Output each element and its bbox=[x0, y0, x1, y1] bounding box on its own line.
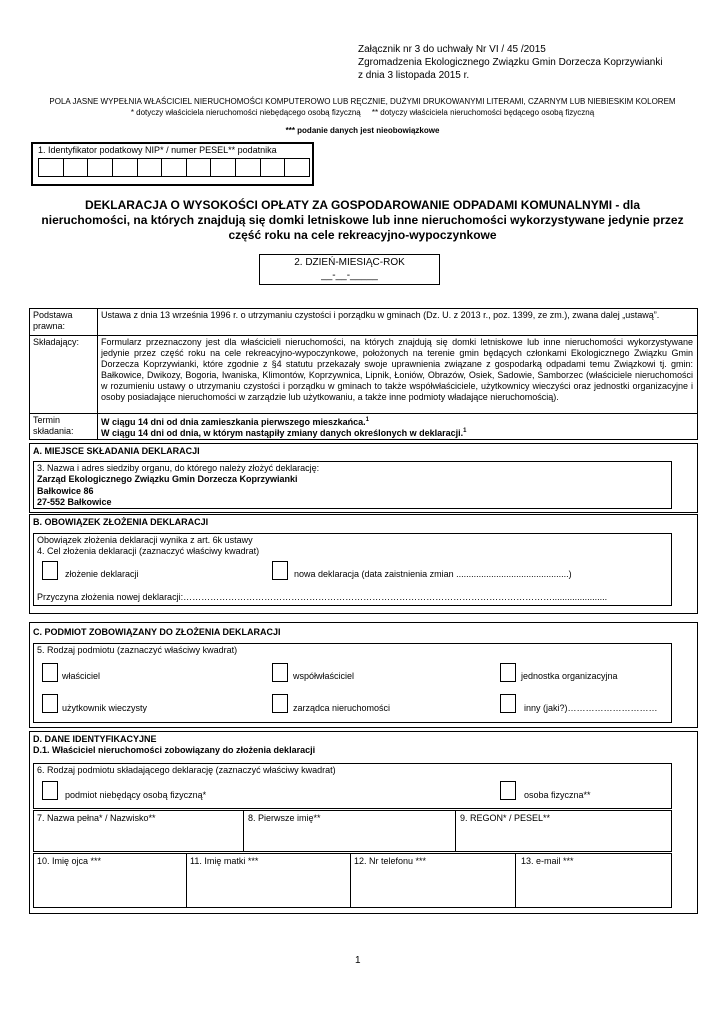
basis-text: Ustawa z dnia 13 września 1996 r. o utrzymaniu czystości i porządku w gminach (Dz. U. z 2013 r., poz. 1399, ze zm.), zwana dalej „ustawą”. bbox=[101, 310, 660, 320]
authority-city: 27-552 Bałkowice bbox=[37, 497, 112, 507]
filer-label: Składający: bbox=[33, 337, 80, 347]
owner-checkbox[interactable] bbox=[42, 663, 58, 682]
co-owner-label: współwłaściciel bbox=[293, 671, 355, 681]
entity-type-label: 5. Rodzaj podmiotu (zaznaczyć właściwy kwadrat) bbox=[37, 645, 238, 655]
basis-label: Podstawa prawna: bbox=[33, 310, 73, 331]
authority-name: Zarząd Ekologicznego Związku Gmin Dorzecza Koprzywianki bbox=[37, 474, 298, 484]
property-manager-checkbox[interactable] bbox=[272, 694, 288, 713]
date-label: 2. DZIEŃ-MIESIĄC-ROK bbox=[294, 257, 405, 268]
section-a-title: A. MIEJSCE SKŁADANIA DEKLARACJI bbox=[33, 446, 200, 456]
legal-entity-checkbox[interactable] bbox=[42, 781, 58, 800]
filer-type-label: 6. Rodzaj podmiotu składającego deklarację (zaznaczyć właściwy kwadrat) bbox=[37, 765, 336, 775]
tax-id-digit-boxes[interactable] bbox=[38, 158, 310, 177]
declaration-title-1: DEKLARACJA O WYSOKOŚCI OPŁATY ZA GOSPODAROWANIE ODPADAMI KOMUNALNYMI - dla bbox=[84, 198, 641, 212]
deadline-line-2: W ciągu 14 dni od dnia, w którym nastąpiły zmiany danych określonych w deklaracji.$^1$ bbox=[101, 428, 467, 438]
new-declaration-checkbox[interactable] bbox=[272, 561, 288, 580]
entity-type-field bbox=[33, 643, 672, 723]
date-value: __-__-_____ bbox=[321, 270, 378, 281]
other-entity-label[interactable]: inny (jaki?)………………………… bbox=[524, 703, 658, 713]
mother-name-field[interactable]: 11. Imię matki *** bbox=[190, 856, 259, 866]
section-c-title: C. PODMIOT ZOBOWIĄZANY DO ZŁOŻENIA DEKLARACJI bbox=[33, 627, 281, 637]
authority-field bbox=[33, 461, 672, 509]
org-unit-label: jednostka organizacyjna bbox=[521, 671, 618, 681]
perpetual-user-checkbox[interactable] bbox=[42, 694, 58, 713]
natural-person-label: osoba fizyczna** bbox=[524, 790, 591, 800]
co-owner-checkbox[interactable] bbox=[272, 663, 288, 682]
identity-row-2 bbox=[33, 853, 672, 908]
section-d-title: D. DANE IDENTYFIKACYJNE bbox=[33, 734, 157, 744]
owner-label: właściciel bbox=[62, 671, 101, 681]
legal-entity-label: podmiot niebędący osobą fizyczną* bbox=[65, 790, 207, 800]
org-unit-checkbox[interactable] bbox=[500, 663, 516, 682]
section-d-subtitle: D.1. Właściciel nieruchomości zobowiązany do złożenia deklaracji bbox=[33, 745, 316, 755]
first-name-field[interactable]: 8. Pierwsze imię** bbox=[248, 813, 321, 823]
authority-street: Bałkowice 86 bbox=[37, 486, 94, 496]
page-number: 1 bbox=[355, 955, 361, 966]
other-entity-checkbox[interactable] bbox=[500, 694, 516, 713]
purpose-field bbox=[33, 533, 672, 606]
new-declaration-reason[interactable]: Przyczyna złożenia nowej deklaracji:……………………………………………………………………………………………………………...................... bbox=[37, 592, 608, 602]
attachment-line-3: z dnia 3 listopada 2015 r. bbox=[358, 70, 470, 81]
submit-declaration-checkbox[interactable] bbox=[42, 561, 58, 580]
attachment-line-1: Załącznik nr 3 do uchwały Nr VI / 45 /2015 bbox=[358, 44, 546, 55]
new-declaration-label: nowa deklaracja (data zaistnienia zmian .............................................) bbox=[294, 569, 572, 579]
purpose-label: 4. Cel złożenia deklaracji (zaznaczyć właściwy kwadrat) bbox=[37, 546, 260, 556]
fill-instructions: POLA JASNE WYPEŁNIA WŁAŚCICIEL NIERUCHOMOŚCI KOMPUTEROWO LUB RĘCZNIE, DUŻYMI DRUKOWANYMI LITERAMI, CZARNYM LUB NIEBIESKIM KOLOREM bbox=[49, 97, 676, 106]
father-name-field[interactable]: 10. Imię ojca *** bbox=[37, 856, 102, 866]
natural-person-checkbox[interactable] bbox=[500, 781, 516, 800]
declaration-title-3: część roku na cele rekreacyjno-wypoczynkowe bbox=[228, 228, 497, 242]
declaration-title-2: nieruchomości, na których znajdują się domki letniskowe lub inne nieruchomości wykorzystywane jedynie przez bbox=[41, 213, 684, 227]
filer-type-field bbox=[33, 763, 672, 809]
perpetual-user-label: użytkownik wieczysty bbox=[62, 703, 148, 713]
authority-label: 3. Nazwa i adres siedziby organu, do którego należy złożyć deklarację: bbox=[37, 463, 320, 473]
deadline-label: Termin składania: bbox=[33, 415, 74, 436]
full-name-field[interactable]: 7. Nazwa pełna* / Nazwisko** bbox=[37, 813, 156, 823]
deadline-line-1: W ciągu 14 dni od dnia zamieszkania pierwszego mieszkańca.$^1$ bbox=[101, 417, 369, 427]
email-field[interactable]: 13. e-mail *** bbox=[521, 856, 574, 866]
footnote-legend: * dotyczy właściciela nieruchomości niebędącego osobą fizyczną ** dotyczy właściciela nieruchomości będącego osobą fizyczną bbox=[130, 108, 595, 117]
phone-field[interactable]: 12. Nr telefonu *** bbox=[354, 856, 427, 866]
filer-text: Formularz przeznaczony jest dla właścicieli nieruchomości, na których znajdują się domki letniskowe lub inne nieruchomości wykorzystywane jedynie przez część roku na cele rekreacyjno-wypoczynkowe, położonych na terenie gmin będących członkami Ekologicznego Związku Gmin Dorzecza Koprzywianki, które zgodnie z §4 statutu przekazały swoje uprawnienia związane z gospodarką odpadami temu Związkowi tj. gmin: Bałkowice, Dwikozy, Bogoria, Iwaniska, Klimontów, Koprzywnica, Lipnik, Łoniów, Obrazów, Osiek, Sadowie, Samborzec (właściciele nieruchomości w rozumieniu ustawy o utrzymaniu czystości i porządku w gminach to także współwłaściciele, użytkownicy wieczyści oraz jednostki organizacyjne i osoby posiadające nieruchomości w zarządzie lub użytkowaniu, a także inne podmioty władające nieruchomością). bbox=[101, 337, 693, 402]
tax-id-field bbox=[31, 142, 314, 186]
submit-declaration-label: złożenie deklaracji bbox=[65, 569, 139, 579]
obligation-text: Obowiązek złożenia deklaracji wynika z art. 6k ustawy bbox=[37, 535, 253, 545]
section-b-title: B. OBOWIĄZEK ZŁOŻENIA DEKLARACJI bbox=[33, 517, 209, 527]
tax-id-label: 1. Identyfikator podatkowy NIP* / numer PESEL** podatnika bbox=[38, 145, 277, 155]
attachment-line-2: Zgromadzenia Ekologicznego Związku Gmin Dorzecza Koprzywianki bbox=[358, 57, 663, 68]
regon-pesel-field[interactable]: 9. REGON* / PESEL** bbox=[460, 813, 551, 823]
date-field[interactable] bbox=[259, 254, 440, 285]
property-manager-label: zarządca nieruchomości bbox=[293, 703, 391, 713]
optional-data-note: *** podanie danych jest nieobowiązkowe bbox=[285, 126, 440, 135]
